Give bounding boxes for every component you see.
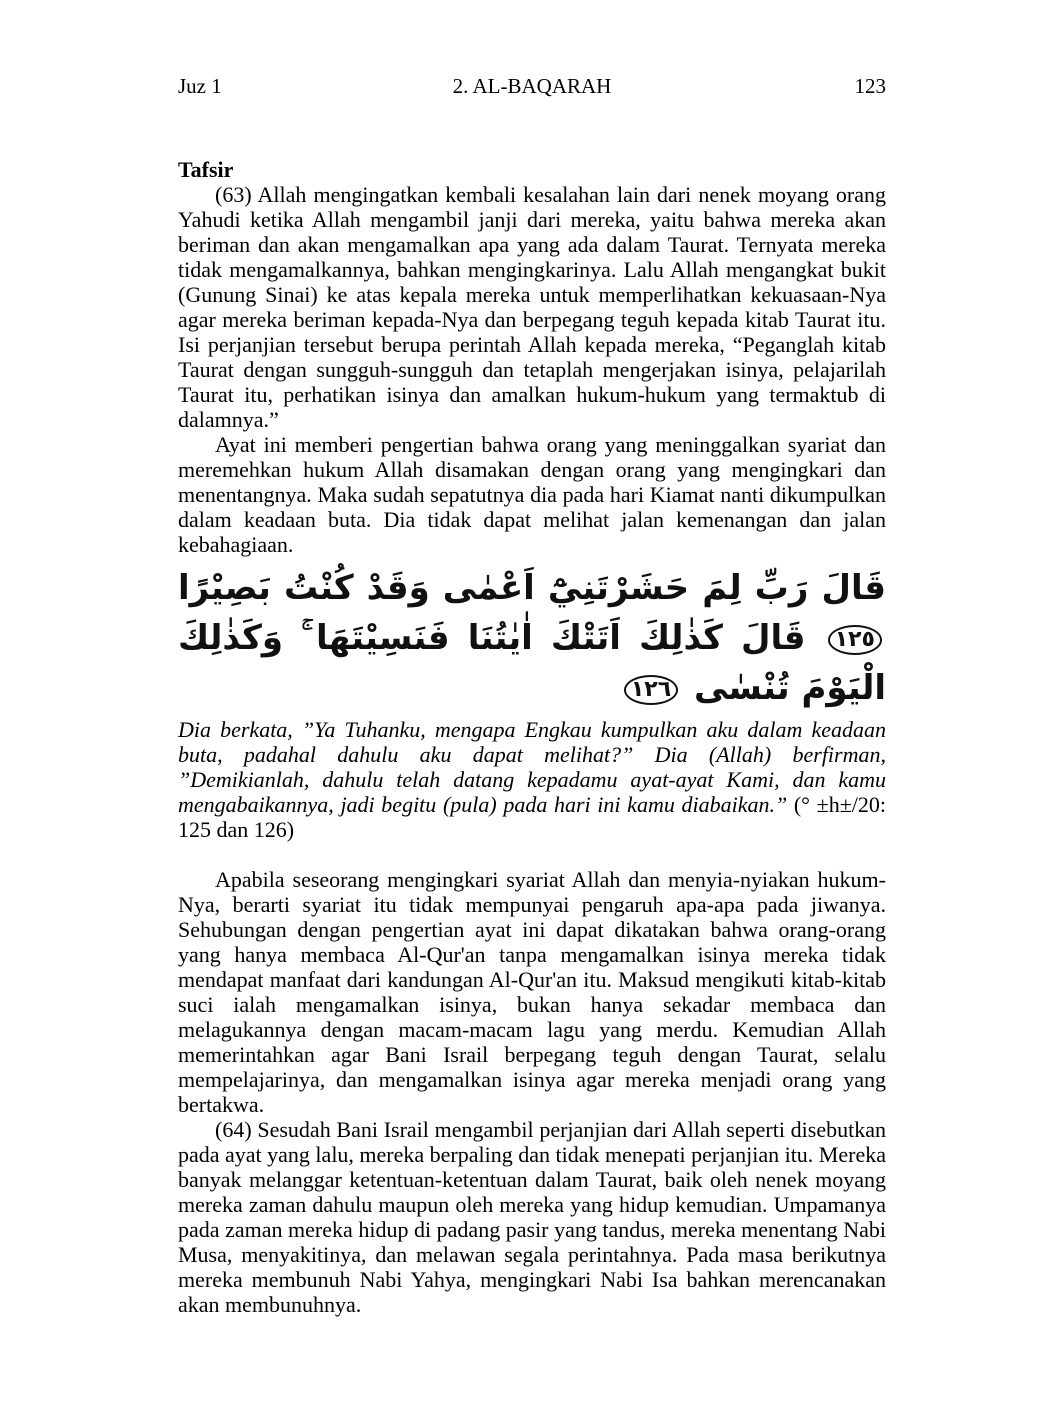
surah-title: 2. AL-BAQARAH: [452, 74, 612, 98]
page-content: [178, 157, 886, 1317]
ayah-number-126: ١٢٦: [624, 675, 678, 705]
tafsir-paragraph-63: (63) Allah mengingatkan kembali kesalahan lain dari nenek moyang orang Yahudi ketika Allah mengambil janji dari mereka, yaitu bahwa mereka akan beriman dan akan mengamalkan apa yang ada dalam Taurat. Ternyata mereka tidak mengamalkannya, bahkan mengingkarinya. Lalu Allah mengangkat bukit (Gunung Sinai) ke atas kepala mereka untuk memperlihatkan kekuasaan-Nya agar mereka beriman kepada-Nya dan berpegang teguh kepada kitab Taurat itu. Isi perjanjian tersebut berupa perintah Allah kepada mereka, “Peganglah kitab Taurat dengan sungguh-sungguh dan tetaplah mengerjakan isinya, pelajarilah Taurat itu, perhatikan isinya dan amalkan hukum-hukum yang termaktub di dalamnya.”: [178, 182, 886, 432]
paragraph-spacer: [178, 842, 886, 867]
tafsir-paragraph-explanation: Ayat ini memberi pengertian bahwa orang yang meninggalkan syariat dan meremehkan hukum Allah disamakan dengan orang yang mengingkari dan menentangnya. Maka sudah sepatutnya dia pada hari Kiamat nanti dikumpulkan dalam keadaan buta. Dia tidak dapat melihat jalan kemenangan dan jalan kebahagiaan.: [178, 432, 886, 557]
tafsir-paragraph-application: Apabila seseorang mengingkari syariat Allah dan menyia-nyiakan hukum-Nya, berarti syariat itu tidak mempunyai pengaruh apa-apa pada jiwanya. Sehubungan dengan pengertian ayat ini dapat dikatakan bahwa orang-orang yang hanya membaca Al-Qur'an tanpa mengamalkan isinya mereka tidak mendapat manfaat dari kandungan Al-Qur'an itu. Maksud mengikuti kitab-kitab suci ialah mengamalkan isinya, bukan hanya sekadar membaca dan melagukannya dengan macam-macam lagu yang merdu. Kemudian Allah memerintahkan agar Bani Israil berpegang teguh dengan Taurat, selalu mempelajarinya, dan mengamalkan isinya agar mereka menjadi orang yang bertakwa.: [178, 867, 886, 1117]
juz-label: Juz 1: [178, 74, 222, 98]
page-number: 123: [854, 74, 886, 98]
book-page: [178, 0, 886, 1417]
arabic-verse-125: قَالَ رَبِّ لِمَ حَشَرْتَنِيْٓ اَعْمٰى وَقَدْ كُنْتُ بَصِيْرًا: [178, 568, 886, 608]
translation-text: Dia berkata, ”Ya Tuhanku, mengapa Engkau kumpulkan aku dalam keadaan buta, padahal dahulu aku dapat melihat?” Dia (Allah) berfirman, ”Demikianlah, dahulu telah datang kepadamu ayat-ayat Kami, dan kamu mengabaikannya, jadi begitu (pula) pada hari ini kamu diabaikan.”: [178, 717, 886, 817]
verse-translation: [178, 717, 886, 842]
arabic-verse-126: قَالَ كَذٰلِكَ اَتَتْكَ اٰيٰتُنَا فَنَسِيْتَهَا ۚ وَكَذٰلِكَ الْيَوْمَ تُنْسٰى: [178, 618, 886, 708]
running-header: [178, 72, 886, 100]
ayah-number-125: ١٢٥: [828, 625, 882, 655]
verse-reference: (° ±h±/20: 125 dan 126): [178, 792, 886, 842]
tafsir-paragraph-64: (64) Sesudah Bani Israil mengambil perjanjian dari Allah seperti disebutkan pada ayat yang lalu, mereka berpaling dan tidak menepati perjanjian itu. Mereka banyak melanggar ketentuan-ketentuan dalam Taurat, baik oleh nenek moyang mereka zaman dahulu maupun oleh mereka yang hidup kemudian. Umpamanya pada zaman mereka hidup di padang pasir yang tandus, mereka menentang Nabi Musa, menyakitinya, dan melawan segala perintahnya. Pada masa berikutnya mereka membunuh Nabi Yahya, mengingkari Nabi Isa bahkan merencanakan akan membunuhnya.: [178, 1117, 886, 1317]
quran-verse-arabic: [178, 563, 886, 713]
section-heading: Tafsir: [178, 157, 234, 182]
